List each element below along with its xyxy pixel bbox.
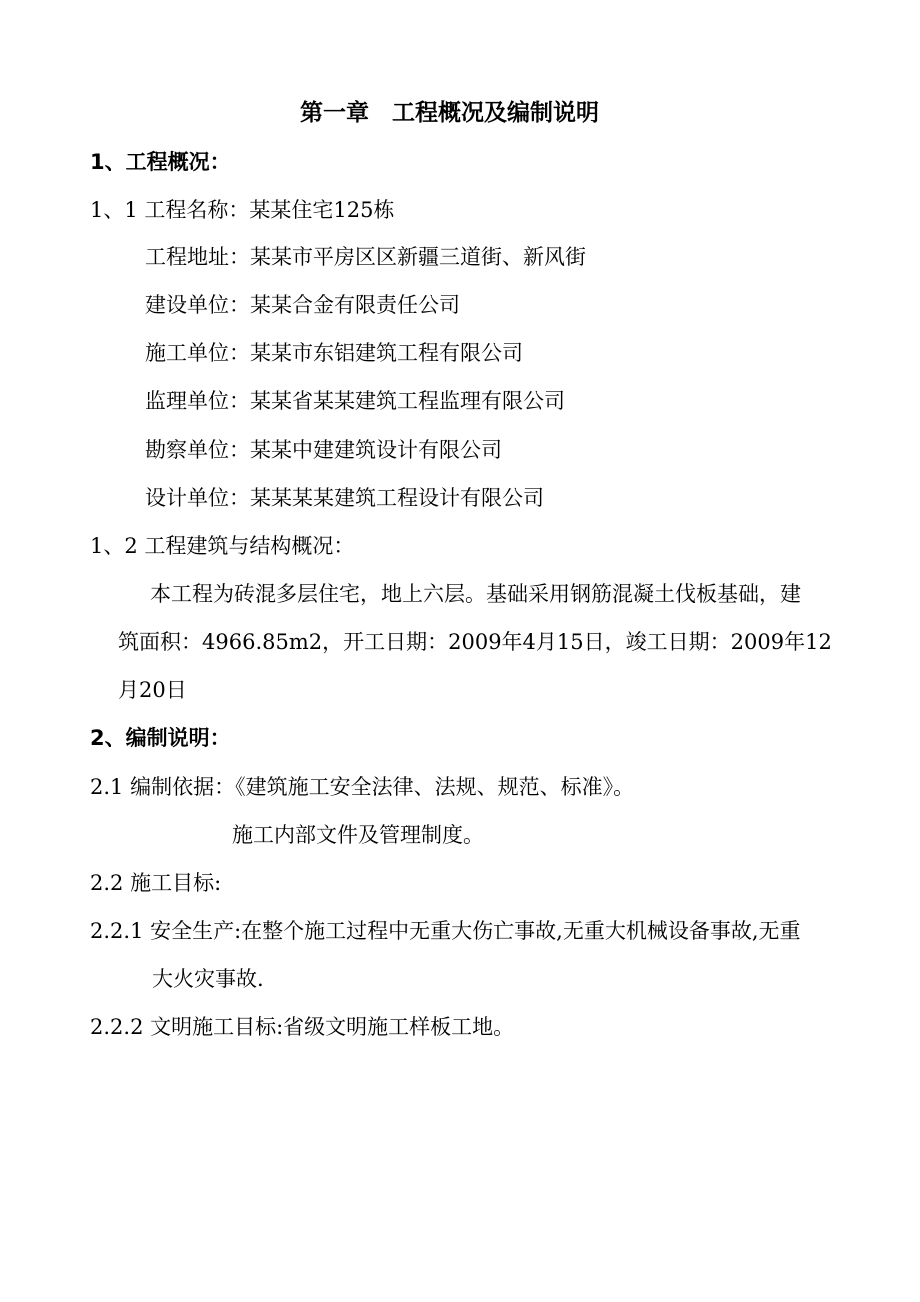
safety-goal-cont: 大火灾事故. (152, 967, 264, 991)
construction-goals-label: 2.2 施工目标: (90, 871, 222, 895)
contractor: 施工单位：某某市东铝建筑工程有限公司 (145, 341, 523, 365)
compilation-basis: 2.1 编制依据：《建筑施工安全法律、法规、规范、标准》。 (90, 775, 635, 799)
survey-unit: 勘察单位：某某中建建筑设计有限公司 (145, 438, 502, 462)
structure-paragraph-line: 筑面积：4966.85m2，开工日期：2009年4月15日，竣工日期：2009年12 (118, 630, 832, 654)
safety-goal: 2.2.1 安全生产:在整个施工过程中无重大伤亡事故,无重大机械设备事故,无重 (90, 919, 801, 943)
supervisor: 监理单位：某某省某某建筑工程监理有限公司 (145, 389, 565, 413)
construction-owner: 建设单位：某某合金有限责任公司 (145, 293, 460, 317)
structure-overview-label: 1、2 工程建筑与结构概况： (90, 534, 355, 558)
section-heading-overview: 1、工程概况： (90, 150, 231, 174)
project-name: 1、1 工程名称：某某住宅125栋 (90, 198, 395, 222)
civilized-construction-goal: 2.2.2 文明施工目标:省级文明施工样板工地。 (90, 1015, 515, 1039)
design-unit: 设计单位：某某某某建筑工程设计有限公司 (145, 486, 544, 510)
structure-paragraph-line: 月20日 (118, 678, 187, 702)
chapter-title: 第一章 工程概况及编制说明 (300, 100, 599, 126)
project-address: 工程地址：某某市平房区区新疆三道街、新风街 (145, 245, 586, 269)
section-heading-compilation: 2、编制说明： (90, 726, 231, 750)
structure-paragraph-line: 本工程为砖混多层住宅，地上六层。基础采用钢筋混凝土伐板基础，建 (150, 582, 801, 606)
compilation-basis-2: 施工内部文件及管理制度。 (232, 823, 484, 847)
